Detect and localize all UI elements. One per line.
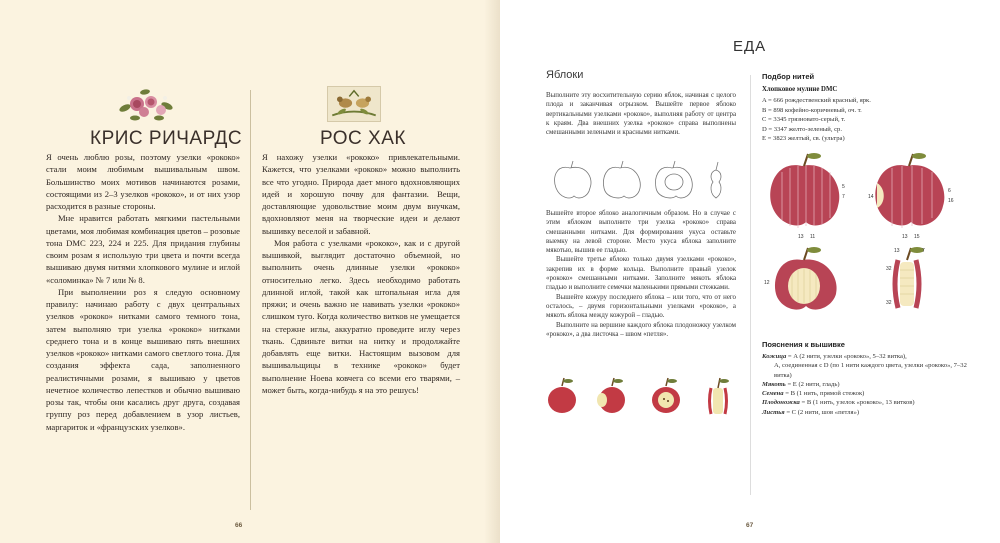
stitch-term: Мякоть (762, 380, 786, 388)
author-name-kris-richards: КРИС РИЧАРДС (90, 128, 243, 149)
diagram-label: 5 (842, 184, 845, 190)
book-gutter (484, 0, 500, 543)
list-item (762, 361, 984, 380)
list-item: E = 3823 желтый, св. (ультра) (762, 135, 845, 142)
list-item: B = 898 кофейно-коричневый, оч. т. (762, 106, 862, 114)
column-divider-right (750, 75, 751, 495)
section-title: ЕДА (733, 38, 767, 55)
column-divider (250, 90, 251, 510)
stitch-term: Листья (762, 408, 785, 416)
author-name-ros-hak: РОС ХАК (320, 128, 406, 149)
paragraph: Выполните эту восхитительную серию яблок, начиная с целого плода и заканчивая огрызком. Вышейте первое яблоко вертикальными узелками «рококо», выполняя работу от центра к краям. Два внешних узелка «рококо» справа выполнены смешанными зелеными и красными нитками. (546, 92, 736, 137)
paragraph: Вышейте третье яблоко только двумя узелками «рококо», закрепив их в форме кольца. Выполните правый узелок «рококо» смешанными нитками. Заполните мякоть яблока гладью и выполните семечки маленькими прямыми стежками. (546, 256, 736, 292)
diagram-label: 11 (810, 234, 816, 240)
instructions-block-1 (546, 91, 736, 137)
paragraph: Я очень люблю розы, поэтому узелки «рококо» стали моим любимым вышивальным швом. Большинство моих мотивов начинаются розами, состоящими из 2–3 узелков «рококо», и от них узор расходится в разные стороны. (46, 152, 240, 211)
list-item: C = 3345 грязновато-серый, т. (762, 116, 846, 123)
stitch-term: Семена (762, 390, 784, 398)
instructions-block-2 (546, 209, 736, 339)
diagram-label: 6 (948, 188, 951, 194)
stitch-desc: = E (2 нити, гладь) (785, 380, 840, 388)
list-item (762, 352, 984, 361)
stitch-term: Плодоножка (762, 399, 800, 407)
diagram-label: 15 (914, 234, 920, 240)
ros-hak-text (262, 151, 460, 396)
birds-embroidery-image (327, 86, 381, 122)
subtitle-apples: Яблоки (546, 69, 584, 81)
stitch-desc: A, соединенная с D (по 1 нити каждого цвета, узелки «рококо», 7–32 витка) (774, 362, 967, 379)
diagram-label: 32 (886, 266, 892, 272)
stitch-desc: = B (1 нить, узелок «рококо», 13 витков) (799, 399, 915, 407)
list-item (762, 389, 984, 398)
list-item: A = 666 рождественский красный, ярк. (762, 97, 871, 104)
list-item (762, 380, 984, 389)
stitch-desc: = A (2 нити, узелки «рококо», 5–32 витка), (786, 353, 907, 360)
stitches-list (762, 352, 984, 417)
paragraph: Мне нравится работать мягкими пастельными цветами, моя любимая комбинация цветов – розовые тона DMC 223, 224 и 225. Для придания глубины своим розам я использую три цвета и почти всегда вышиваю двумя нитями хлопкового мулине и иглой «соломинка» № 7 или № 8. (46, 213, 240, 285)
stitch-desc: = B (1 нить, прямой стежок) (783, 390, 865, 398)
page-number-left: 66 (235, 522, 243, 529)
kris-richards-text (46, 151, 240, 433)
diagram-label: 13 (894, 248, 900, 254)
diagram-label: 32 (886, 300, 892, 306)
embroidered-apples-photo (540, 372, 740, 424)
stitch-term: Кожица (762, 353, 787, 360)
list-item (762, 408, 984, 417)
diagram-label: 16 (948, 198, 954, 204)
diagram-label: 7 (922, 248, 925, 254)
roses-embroidery-image (117, 86, 175, 122)
stitches-heading: Пояснения к вышивке (762, 340, 845, 349)
apple-stitch-diagrams (762, 148, 972, 318)
paragraph: Выполните на вершине каждого яблока плодоножку узелком «рококо», а два листочка – швом «петля». (546, 321, 736, 338)
paragraph: Моя работа с узелками «рококо», как и с другой вышивкой, выглядит достаточно объемной, но выполнить очень длинные узелки «рококо» относительно легко. Здесь необходимо работать длинной иглой, такой как штопальная игла для пряжи; и очень важно не навивать узелки «рококо» слишком туго. Когда количество витков не умещается на стержне иглы, аккуратно проведите иглу через ткань. Сдвиньте витки на нитку и продолжайте добавлять еще витки. Настоящим вызовом для вышивальщицы в технике «рококо» будет выполнение Ноева ковчега со всеми его тварями, – может быть, когда-нибудь я на это решусь! (262, 237, 460, 395)
list-item (762, 398, 984, 407)
list-item: D = 3347 желто-зеленый, ср. (762, 125, 842, 133)
diagram-label: 13 (902, 234, 908, 240)
threads-list (762, 96, 871, 144)
paragraph: При выполнении роз я следую основному правилу: начинаю работу с двух центральных узелков «рококо» нитками самого темного тона, затем выполняю три узелка «рококо» нитками среднего тона и в конце вышиваю пять внешних узелков «рококо» нитками самого светлого тона. Для создания эффекта сада, заполненного реалистичными розами, я вышиваю у цветов нечетное количество лепестков и обычно вышиваю розы так, чтобы они касались друг друга, создавая группу роз перед добавлением в узор листьев, маргариток и «французских узелков». (46, 286, 240, 432)
paragraph: Вышейте второе яблоко аналогичным образом. Но в случае с этим яблоком выполните три узелка «рококо» справа смешанными нитками. Для формирования укуса оставьте выемку на левой стороне. Место укуса яблока заполните мякотью, вышив ее гладью. (546, 210, 736, 255)
paragraph: Вышейте кожуру последнего яблока – или того, что от него осталось, – двумя горизонтальными узелками «рококо», а мякоть яблока между кожурой – гладью. (546, 293, 736, 320)
diagram-label: 13 (798, 234, 804, 240)
diagram-label: 14 (868, 194, 874, 200)
diagram-label: 12 (764, 280, 770, 286)
threads-heading: Подбор нитей (762, 72, 815, 81)
paragraph: Я нахожу узелки «рококо» привлекательными. Кажется, что узелками «рококо» можно выполнить все что угодно. Природа дает много вдохновляющих идей и хорошую почву для фантазии. Вещи, доставляющие удовольствие моим двум внучкам, вдохновляют меня на творческие идеи и делают вышивку веселой и забавной. (262, 152, 460, 236)
stitch-desc: = C (2 нити, шов «петля») (784, 408, 860, 416)
page-number-right: 67 (746, 522, 754, 529)
diagram-label: 7 (842, 194, 845, 200)
threads-subheading: Хлопковое мулине DMC (762, 86, 838, 93)
apple-outline-sketches (548, 158, 733, 204)
